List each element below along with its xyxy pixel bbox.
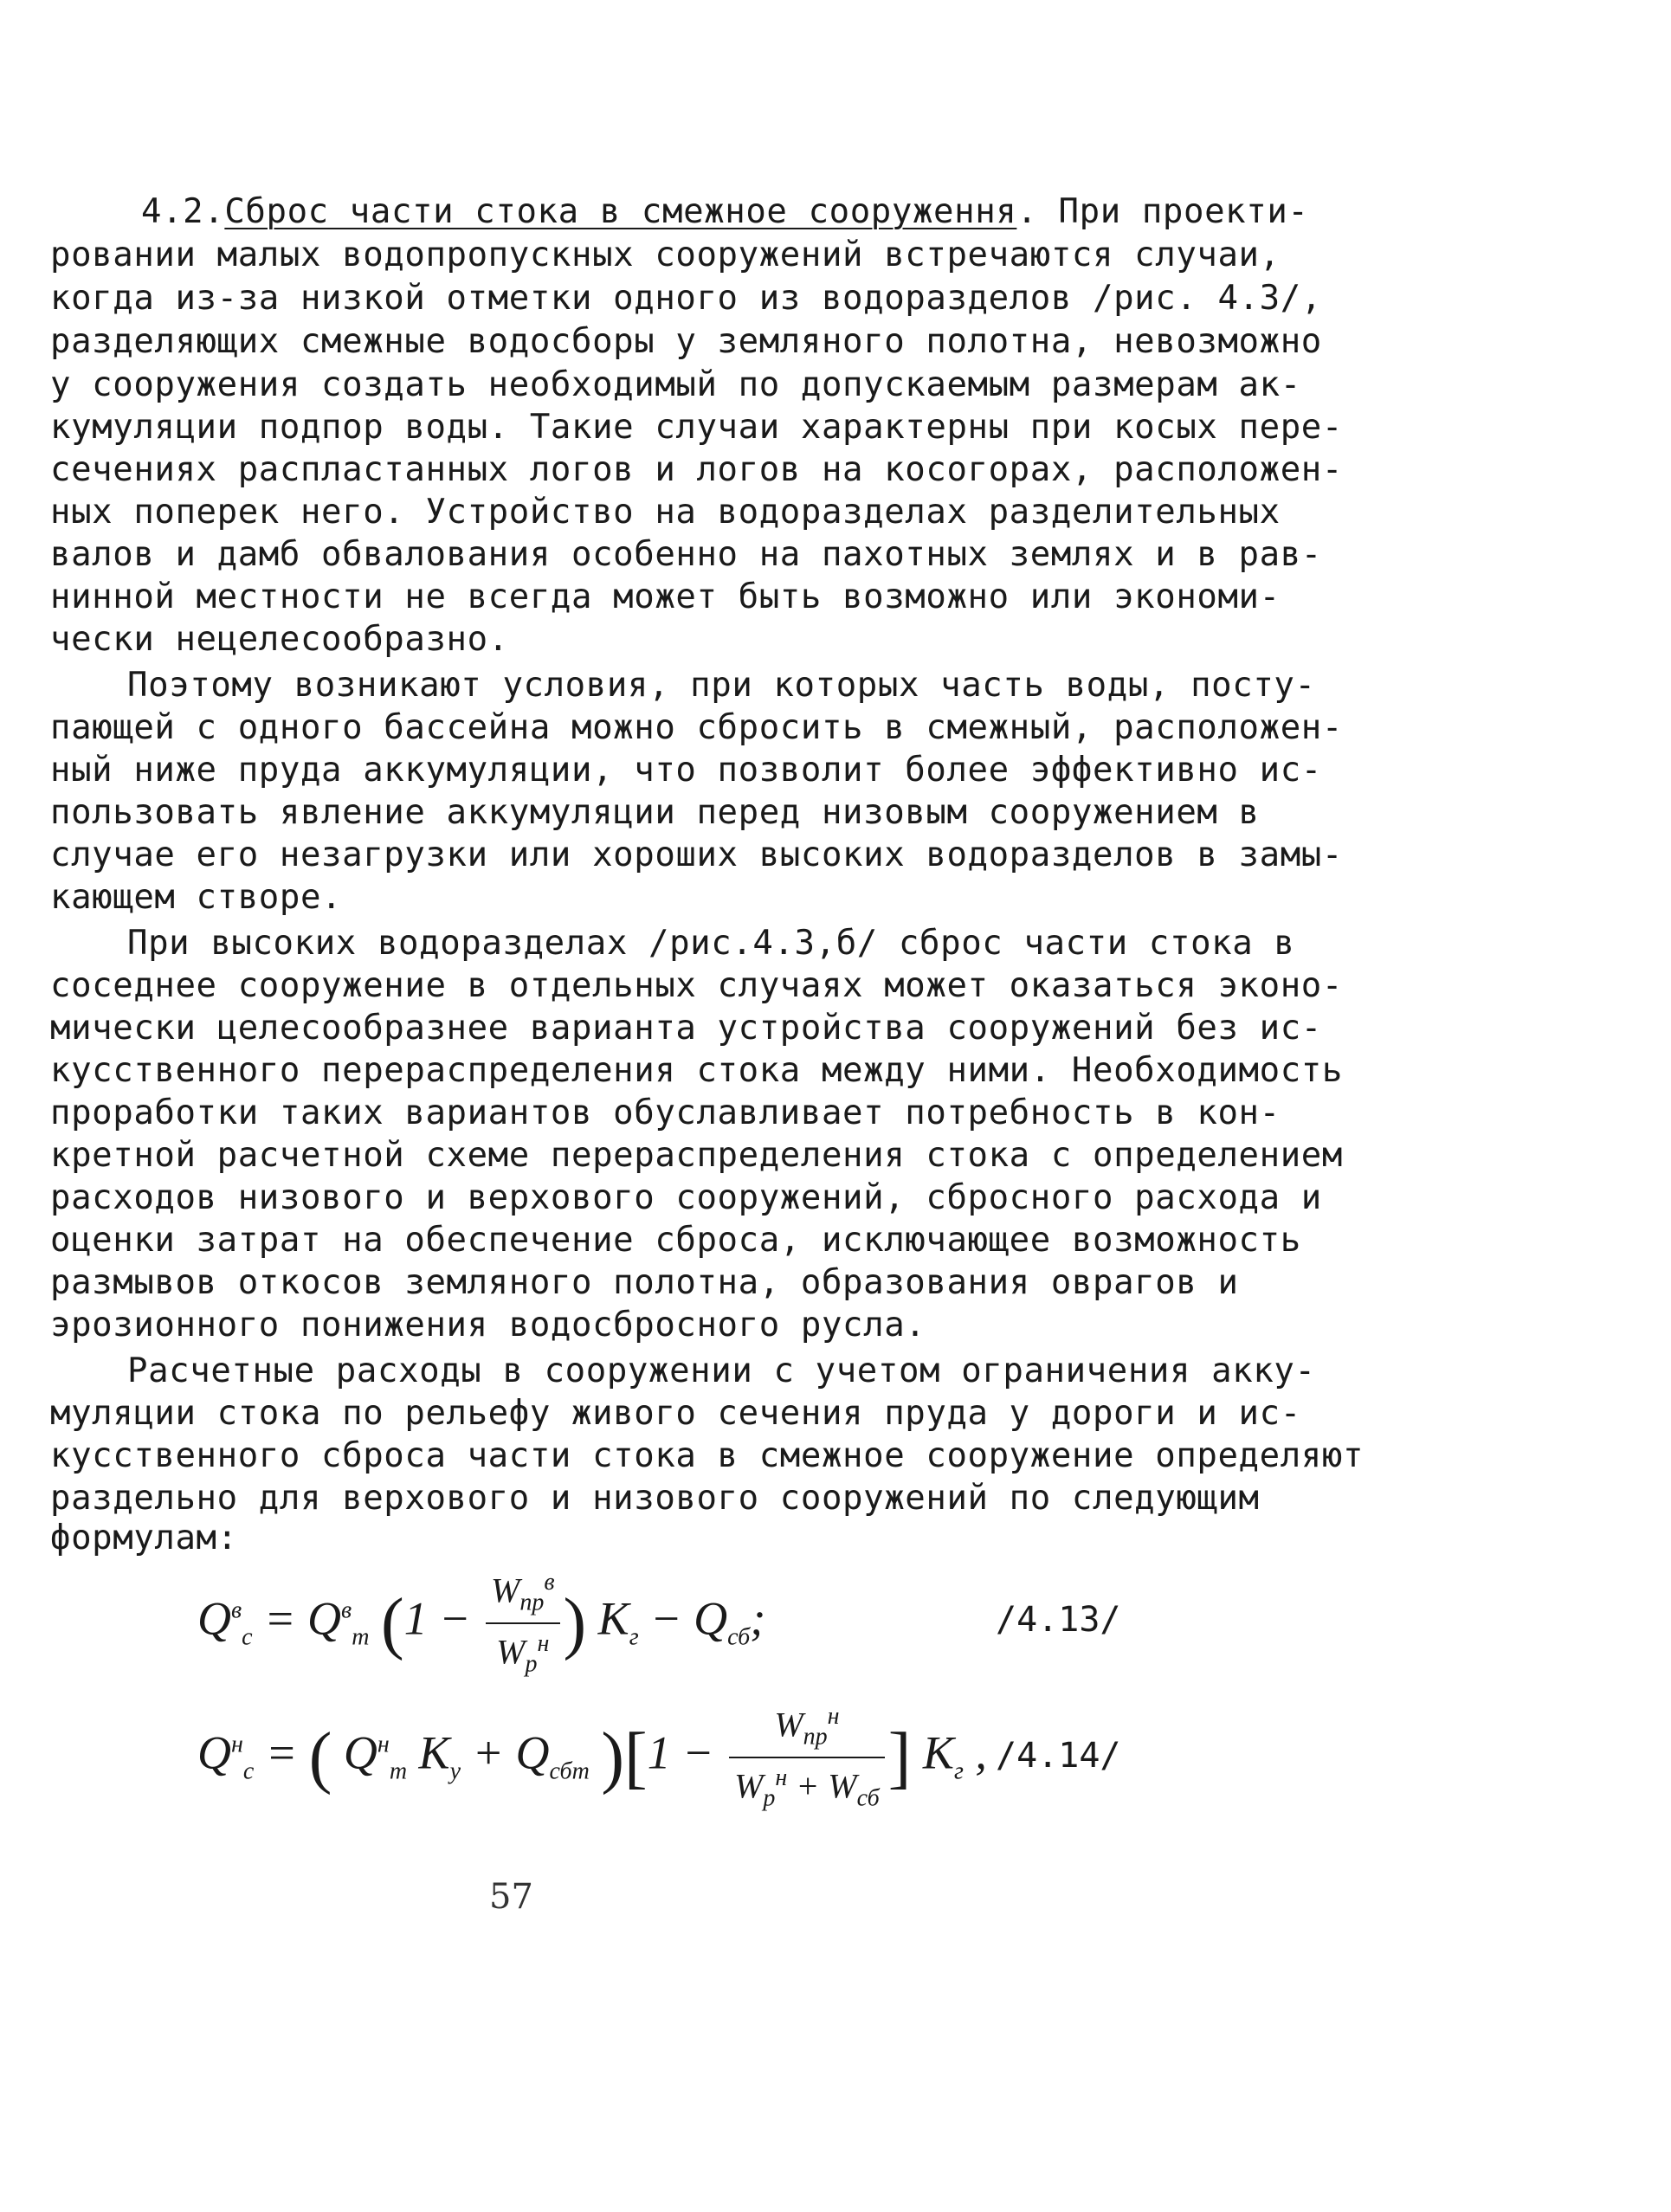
paragraph-3-line: При высоких водоразделах /рис.4.3,б/ сброс части стока в xyxy=(127,924,1295,963)
paragraph-3-line: кусственного перераспределения стока между ними. Необходимость xyxy=(50,1051,1343,1090)
paragraph-3-line: эрозионного понижения водосбросного русла. xyxy=(50,1306,926,1345)
paragraph-2-line: Поэтому возникают условия, при которых часть воды, посту- xyxy=(127,666,1316,705)
paragraph-3-line: кретной расчетной схеме перераспределения стока с определением xyxy=(50,1136,1343,1175)
paragraph-1-line: разделяющих смежные водосборы у земляного полотна, невозможно xyxy=(50,322,1322,361)
paragraph-4-line: Расчетные расходы в сооружении с учетом ограничения акку- xyxy=(127,1351,1316,1390)
paragraph-1-line: ровании малых водопропускных сооружений встречаются случаи, xyxy=(50,235,1281,274)
page-number: 57 xyxy=(489,1877,533,1917)
paragraph-2-line: пользовать явление аккумуляции перед низовым сооружением в xyxy=(50,793,1260,832)
section-heading: Сброс части стока в смежное сооруження xyxy=(224,192,1017,231)
paragraph-2-line: случае его незагрузки или хороших высоких водоразделов в замы- xyxy=(50,835,1343,874)
fraction: $\frac{W_{пр}^в}{W_р^н}$ xyxy=(486,1563,559,1685)
formula-4-14: $Q^н_с$ = ( $Q^н_m$ $K_у + Q_{сбт}$ )[1 − $\frac{W_{пр}^н}{W_р^н + W_{сб}}$ ] $K_г$ , xyxy=(197,1697,987,1819)
paragraph-3-line: соседнее сооружение в отдельных случаях может оказаться эконо- xyxy=(50,966,1343,1005)
paragraph-1-line-0 xyxy=(141,190,1309,234)
paragraph-4-line: муляции стока по рельефу живого сечения пруда у дороги и ис- xyxy=(50,1394,1301,1433)
paragraph-1-line: нинной местности не всегда может быть возможно или экономи- xyxy=(50,577,1281,616)
paragraph-1-line: ных поперек него. Устройство на водоразделах разделительных xyxy=(50,493,1281,532)
paragraph-3-line: расходов низового и верхового сооружений, сбросного расхода и xyxy=(50,1178,1322,1217)
paragraph-1-line: у сооружения создать необходимый по допускаемым размерам ак- xyxy=(50,365,1301,404)
paragraph-1-line: сечениях распластанных логов и логов на косогорах, расположен- xyxy=(50,450,1343,489)
paragraph-3-line: мически целесообразнее варианта устройства сооружений без ис- xyxy=(50,1009,1322,1048)
paragraph-3-line: размывов откосов земляного полотна, образования оврагов и xyxy=(50,1263,1239,1302)
fraction: $\frac{W_{пр}^н}{W_р^н + W_{сб}}$ xyxy=(729,1697,885,1819)
paragraph-1-line: когда из-за низкой отметки одного из водоразделов /рис. 4.3/, xyxy=(50,279,1322,318)
paragraph-1-line-0-rest: . При проекти- xyxy=(1016,192,1309,231)
paragraph-3-line: проработки таких вариантов обуславливает потребность в кон- xyxy=(50,1093,1281,1132)
equation-number-4-14: /4.14/ xyxy=(996,1736,1121,1776)
paragraph-1-line: кумуляции подпор воды. Такие случаи характерны при косых пере- xyxy=(50,408,1343,447)
paragraph-3-line: оценки затрат на обеспечение сброса, исключающее возможность xyxy=(50,1221,1301,1260)
paragraph-1-line: чески нецелесообразно. xyxy=(50,620,509,659)
paragraph-1-line: валов и дамб обвалования особенно на пахотных землях и в рав- xyxy=(50,535,1322,574)
equation-number-4-13: /4.13/ xyxy=(996,1600,1121,1640)
paragraph-4-line: раздельно для верхового и низового сооружений по следующим xyxy=(50,1479,1260,1518)
paragraph-2-line: кающем створе. xyxy=(50,878,343,917)
section-number: 4.2. xyxy=(141,192,225,231)
formula-4-13: $Q^в_с = Q^в_m$ (1 − $\frac{W_{пр}^в}{W_р^н}$ ) $K_г - Q_{сб}$; xyxy=(197,1563,765,1685)
paragraph-4-line: формулам: xyxy=(50,1519,238,1557)
paragraph-2-line: ный ниже пруда аккумуляции, что позволит более эффективно ис- xyxy=(50,751,1322,790)
paragraph-2-line: пающей с одного бассейна можно сбросить в смежный, расположен- xyxy=(50,708,1343,747)
paragraph-4-line: кусственного сброса части стока в смежное сооружение определяют xyxy=(50,1436,1365,1475)
